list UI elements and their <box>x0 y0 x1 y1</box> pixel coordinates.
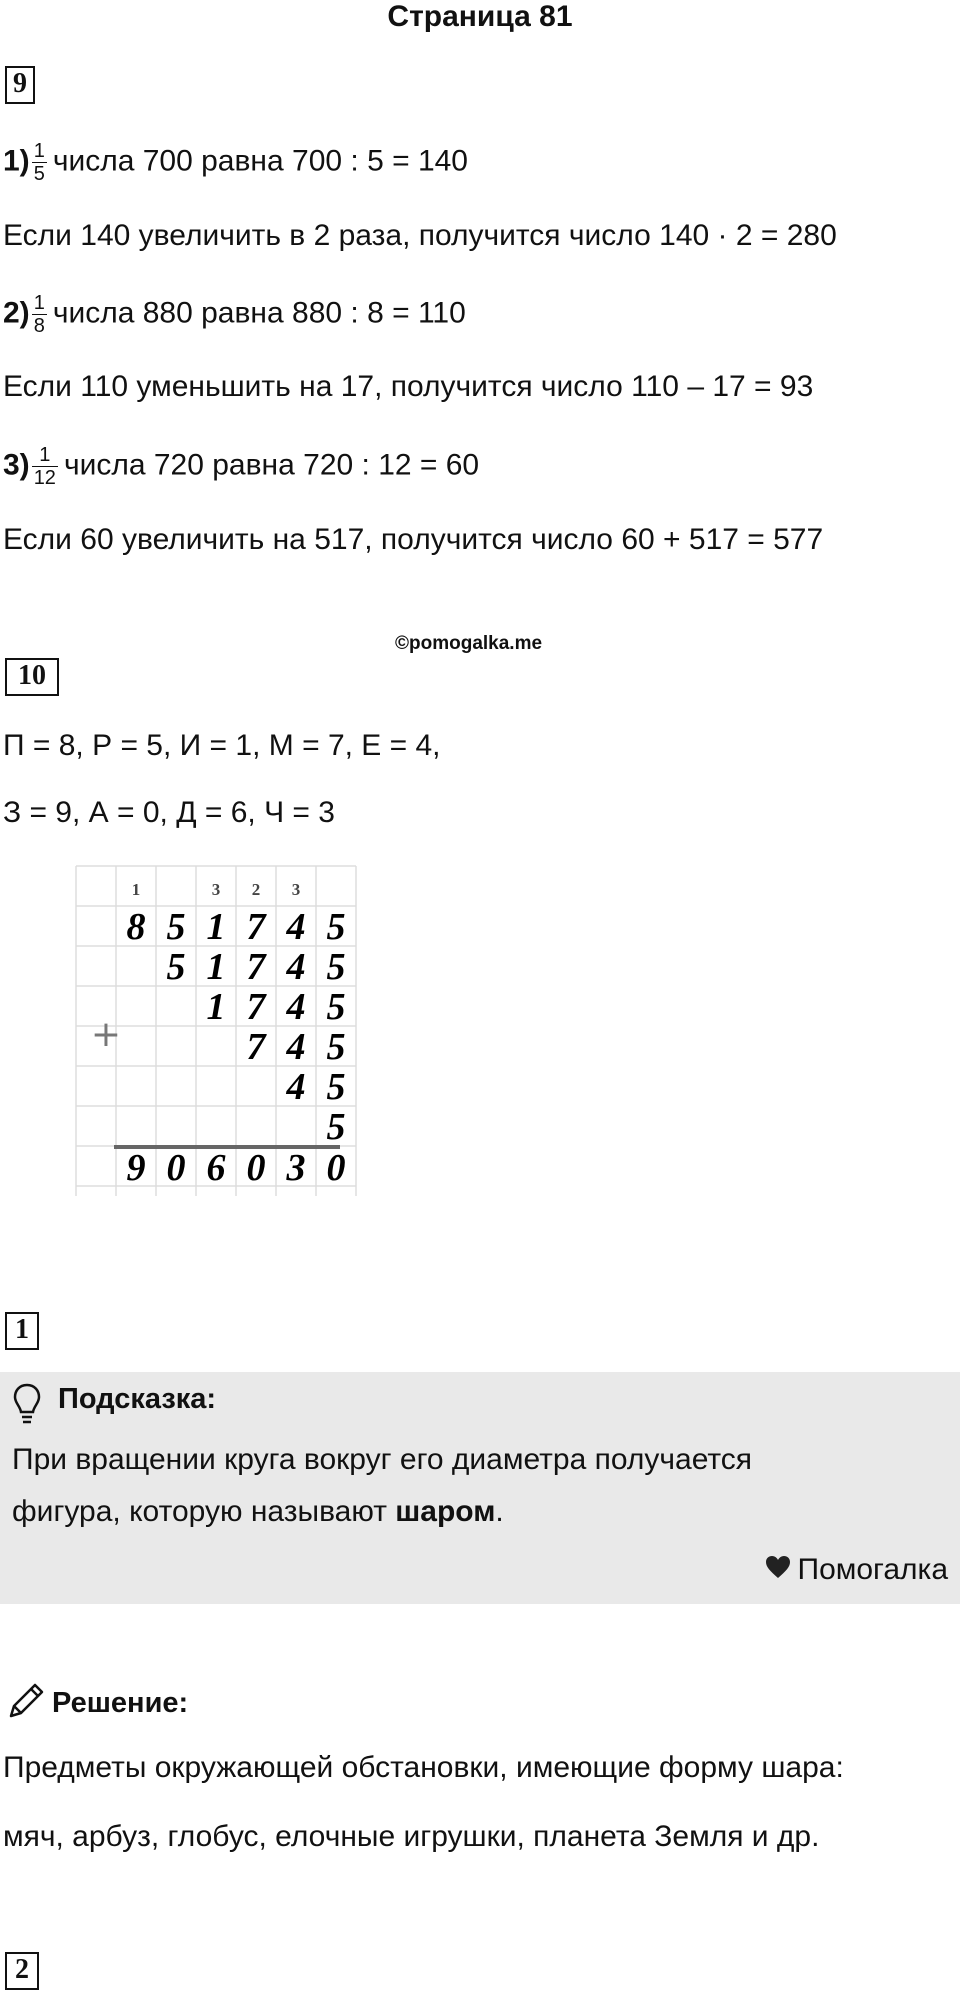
addend-digit: 7 <box>246 1026 266 1068</box>
task-9-line-3 <box>3 292 466 337</box>
result-digit: 9 <box>126 1147 146 1189</box>
item-text: числа 720 равна 720 : 12 = 60 <box>63 448 480 482</box>
task-10-line-2: З = 9, А = 0, Д = 6, Ч = 3 <box>3 796 335 829</box>
carry-digit: 3 <box>291 880 301 899</box>
addend-digit: 4 <box>286 1026 306 1068</box>
hint-text-line-1: При вращении круга вокруг его диаметра получается <box>12 1443 753 1476</box>
addend-digit: 5 <box>326 1026 346 1068</box>
hint-keyword: шаром <box>395 1495 496 1528</box>
addend-digit: 5 <box>326 1066 346 1108</box>
item-text: числа 880 равна 880 : 8 = 110 <box>52 296 466 330</box>
task-9-line-4: Если 110 уменьшить на 17, получится число 110 – 17 = 93 <box>3 370 814 403</box>
result-digit: 0 <box>246 1147 266 1189</box>
addend-digit: 5 <box>326 906 346 948</box>
task-10-line-1: П = 8, Р = 5, И = 1, М = 7, Е = 4, <box>3 729 441 762</box>
solution-line-2: мяч, арбуз, глобус, елочные игрушки, планета Земля и др. <box>3 1820 820 1853</box>
addend-digit: 5 <box>326 1106 346 1148</box>
task-9-line-5 <box>3 444 479 489</box>
page-title: Страница 81 <box>387 0 573 33</box>
hint-box <box>0 1372 960 1604</box>
task-2-number: 2 <box>5 1952 39 1990</box>
heart-icon <box>764 1553 792 1589</box>
addend-digit: 5 <box>326 986 346 1028</box>
result-digit: 0 <box>166 1147 186 1189</box>
fraction: $\frac{1}{12}$ <box>33 444 56 489</box>
result-digit: 6 <box>206 1147 226 1189</box>
addend-digit: 7 <box>246 906 266 948</box>
addend-digit: 5 <box>166 946 186 988</box>
task-1-number: 1 <box>5 1312 39 1350</box>
pencil-icon <box>5 1680 47 1727</box>
carry-digit: 3 <box>211 880 221 899</box>
addend-digit: 8 <box>126 906 146 948</box>
addend-digit: 5 <box>326 946 346 988</box>
item-text: числа 700 равна 700 : 5 = 140 <box>52 144 468 178</box>
hint-credit <box>764 1552 949 1589</box>
task-10-number: 10 <box>5 658 59 696</box>
carry-digit: 2 <box>251 880 261 899</box>
item-label: 3) <box>3 448 30 482</box>
item-label: 2) <box>3 296 30 330</box>
task-9-line-1 <box>3 140 468 185</box>
item-label: 1) <box>3 144 30 178</box>
solution-title: Решение: <box>52 1687 189 1719</box>
addend-digit: 5 <box>166 906 186 948</box>
fraction: $\frac{1}{5}$ <box>33 140 45 185</box>
addend-digit: 7 <box>246 946 266 988</box>
task-9-number: 9 <box>5 66 35 104</box>
task-9-line-2: Если 140 увеличить в 2 раза, получится число 140 · 2 = 280 <box>3 219 837 252</box>
addend-digit: 4 <box>286 1066 306 1108</box>
addend-digit: 1 <box>206 906 226 948</box>
result-digit: 3 <box>286 1147 306 1189</box>
watermark: ©pomogalka.me <box>395 633 543 654</box>
task-9-line-6: Если 60 увеличить на 517, получится число 60 + 517 = 577 <box>3 523 824 556</box>
credit-label: Помогалка <box>797 1553 948 1586</box>
grid-digits <box>91 880 346 1189</box>
hint-title: Подсказка: <box>58 1383 217 1415</box>
addend-digit: 1 <box>206 986 226 1028</box>
carry-digit: 1 <box>131 880 141 899</box>
hint-text-line-2: фигура, которую называют шаром. <box>12 1495 504 1528</box>
addend-digit: 4 <box>286 906 306 948</box>
lightbulb-icon <box>12 1382 42 1433</box>
addend-digit: 4 <box>286 986 306 1028</box>
hint-text <box>12 1434 752 1538</box>
addition-grid <box>70 862 386 1216</box>
result-digit: 0 <box>326 1147 346 1189</box>
addend-digit: 4 <box>286 946 306 988</box>
plus-sign: + <box>90 1014 122 1055</box>
solution-line-1: Предметы окружающей обстановки, имеющие форму шара: <box>3 1751 844 1784</box>
addend-digit: 7 <box>246 986 266 1028</box>
fraction: $\frac{1}{8}$ <box>33 292 45 337</box>
addend-digit: 1 <box>206 946 226 988</box>
